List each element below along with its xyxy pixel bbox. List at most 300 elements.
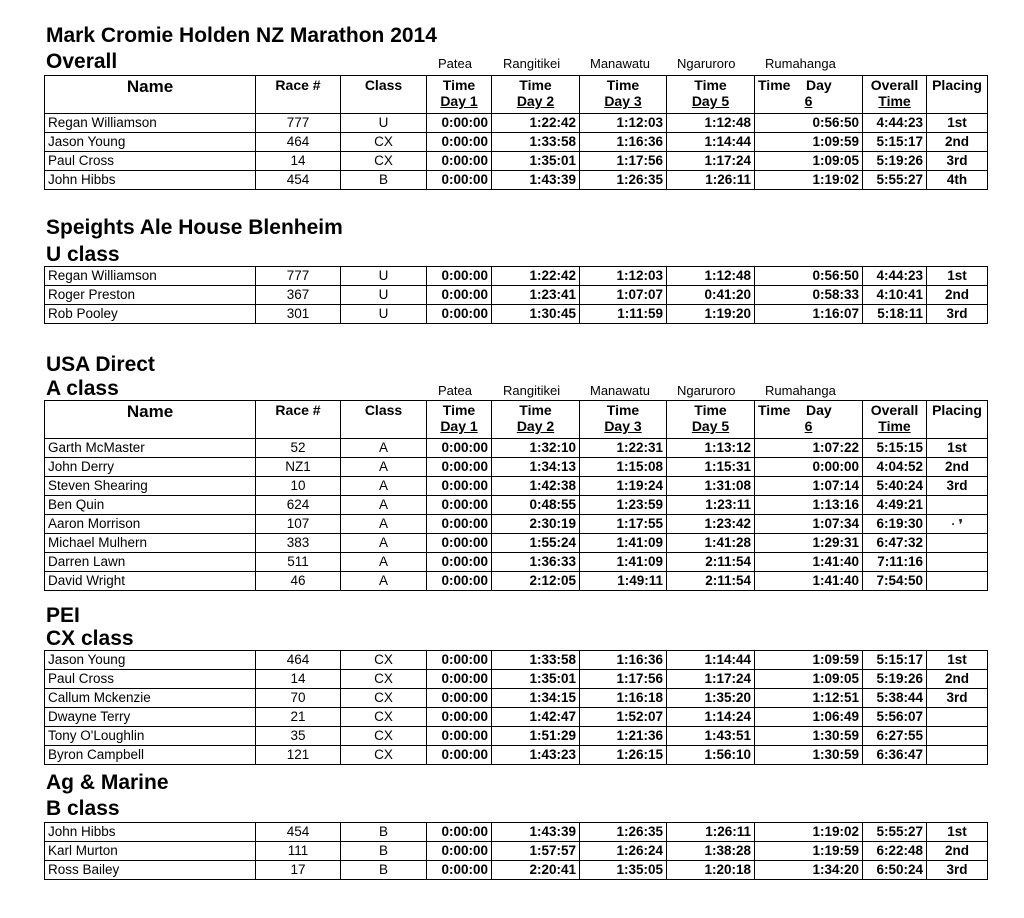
stage-name: Manawatu — [590, 383, 650, 398]
header-cell — [341, 401, 427, 439]
overall-time: 5:15:17 — [863, 133, 927, 152]
class-cell: U — [341, 114, 427, 133]
time-day2: 2:12:05 — [492, 572, 580, 591]
header-cell — [427, 76, 492, 114]
class-cell: A — [341, 553, 427, 572]
placing: 2nd — [927, 842, 988, 861]
class-heading: U class — [46, 243, 120, 266]
header-label: 6 — [804, 418, 813, 434]
race-number: 777 — [256, 114, 341, 133]
header-cell — [863, 76, 927, 114]
sponsor-heading: Speights Ale House Blenheim — [46, 216, 343, 239]
placing: 3rd — [927, 305, 988, 324]
time-day5: 1:17:24 — [667, 152, 755, 171]
placing — [927, 534, 988, 553]
time-day2: 1:43:39 — [492, 171, 580, 190]
race-number: 14 — [256, 152, 341, 171]
time-day1: 0:00:00 — [427, 171, 492, 190]
header-label: Day 5 — [691, 93, 730, 109]
time-day5: 1:43:51 — [667, 727, 755, 746]
racer-name: Ben Quin — [45, 496, 256, 515]
class-heading: CX class — [46, 627, 134, 650]
racer-name: Roger Preston — [45, 286, 256, 305]
class-cell: CX — [341, 651, 427, 670]
time-day6: 1:07:34 — [755, 515, 863, 534]
table-row — [45, 286, 988, 305]
table-row — [45, 133, 988, 152]
header-label: Class — [364, 77, 403, 93]
time-day5: 1:12:48 — [667, 267, 755, 286]
overall-time: 6:50:24 — [863, 861, 927, 880]
placing — [927, 572, 988, 591]
class-cell: B — [341, 171, 427, 190]
race-number: 121 — [256, 746, 341, 765]
header-cell — [256, 76, 341, 114]
results-table — [44, 75, 988, 190]
stage-name: Rumahanga — [765, 56, 836, 71]
placing: 3rd — [927, 477, 988, 496]
time-day3: 1:19:24 — [580, 477, 667, 496]
time-day2: 1:35:01 — [492, 670, 580, 689]
header-label: Time — [606, 77, 640, 93]
overall-time: 4:04:52 — [863, 458, 927, 477]
time-day5: 1:17:24 — [667, 670, 755, 689]
time-day1: 0:00:00 — [427, 534, 492, 553]
time-day1: 0:00:00 — [427, 515, 492, 534]
overall-time: 4:44:23 — [863, 267, 927, 286]
overall-time: 6:19:30 — [863, 515, 927, 534]
racer-name: Karl Murton — [45, 842, 256, 861]
time-day1: 0:00:00 — [427, 152, 492, 171]
time-day3: 1:26:35 — [580, 823, 667, 842]
placing: 1st — [927, 823, 988, 842]
placing: 2nd — [927, 670, 988, 689]
header-label: Overall — [870, 77, 919, 93]
time-day2: 1:33:58 — [492, 133, 580, 152]
header-label: Time — [606, 402, 640, 418]
time-day1: 0:00:00 — [427, 670, 492, 689]
racer-name: John Hibbs — [45, 171, 256, 190]
time-day3: 1:21:36 — [580, 727, 667, 746]
racer-name: Michael Mulhern — [45, 534, 256, 553]
time-day1: 0:00:00 — [427, 133, 492, 152]
time-day6: 1:41:40 — [755, 553, 863, 572]
placing: 1st — [927, 651, 988, 670]
overall-time: 6:47:32 — [863, 534, 927, 553]
placing: 3rd — [927, 861, 988, 880]
class-cell: CX — [341, 133, 427, 152]
table-row — [45, 534, 988, 553]
race-number: 464 — [256, 651, 341, 670]
racer-name: Tony O'Loughlin — [45, 727, 256, 746]
time-day2: 1:42:38 — [492, 477, 580, 496]
race-number: 35 — [256, 727, 341, 746]
race-number: 454 — [256, 823, 341, 842]
placing — [927, 553, 988, 572]
time-day1: 0:00:00 — [427, 477, 492, 496]
time-day6: 1:30:59 — [755, 746, 863, 765]
header-cell — [427, 401, 492, 439]
header-label: Time Day — [758, 402, 832, 418]
time-day6: 1:19:59 — [755, 842, 863, 861]
time-day6: 1:09:59 — [755, 651, 863, 670]
header-cell — [492, 401, 580, 439]
class-cell: B — [341, 861, 427, 880]
time-day2: 1:32:10 — [492, 439, 580, 458]
class-cell: A — [341, 515, 427, 534]
time-day2: 2:20:41 — [492, 861, 580, 880]
time-day6: 0:56:50 — [755, 267, 863, 286]
overall-time: 6:27:55 — [863, 727, 927, 746]
time-day6: 1:06:49 — [755, 708, 863, 727]
overall-time: 5:38:44 — [863, 689, 927, 708]
class-heading: A class — [46, 377, 119, 400]
time-day3: 1:26:24 — [580, 842, 667, 861]
racer-name: John Hibbs — [45, 823, 256, 842]
header-label: Day 2 — [516, 418, 555, 434]
time-day6: 1:19:02 — [755, 171, 863, 190]
time-day6: 0:58:33 — [755, 286, 863, 305]
time-day3: 1:12:03 — [580, 114, 667, 133]
time-day2: 1:34:15 — [492, 689, 580, 708]
header-label: Time — [442, 402, 476, 418]
racer-name: Aaron Morrison — [45, 515, 256, 534]
class-cell: A — [341, 458, 427, 477]
table-row — [45, 689, 988, 708]
time-day5: 1:19:20 — [667, 305, 755, 324]
race-number: 301 — [256, 305, 341, 324]
race-number: 777 — [256, 267, 341, 286]
page-title: Mark Cromie Holden NZ Marathon 2014 — [46, 24, 437, 47]
overall-time: 6:36:47 — [863, 746, 927, 765]
header-label: Placing — [932, 402, 982, 418]
time-day3: 1:26:15 — [580, 746, 667, 765]
sponsor-heading: Ag & Marine — [46, 771, 169, 794]
time-day2: 1:33:58 — [492, 651, 580, 670]
race-number: 10 — [256, 477, 341, 496]
time-day5: 1:26:11 — [667, 823, 755, 842]
time-day3: 1:12:03 — [580, 267, 667, 286]
time-day5: 2:11:54 — [667, 553, 755, 572]
header-cell — [45, 76, 256, 114]
time-day1: 0:00:00 — [427, 727, 492, 746]
time-day2: 1:34:13 — [492, 458, 580, 477]
time-day1: 0:00:00 — [427, 305, 492, 324]
time-day6: 0:00:00 — [755, 458, 863, 477]
time-day3: 1:41:09 — [580, 553, 667, 572]
class-heading: Overall — [46, 50, 118, 73]
time-day5: 1:35:20 — [667, 689, 755, 708]
time-day1: 0:00:00 — [427, 708, 492, 727]
header-label: Time Day — [758, 77, 832, 93]
header-label: Day 2 — [516, 93, 555, 109]
class-cell: A — [341, 572, 427, 591]
overall-time: 4:44:23 — [863, 114, 927, 133]
class-cell: CX — [341, 746, 427, 765]
table-row — [45, 651, 988, 670]
time-day3: 1:16:36 — [580, 133, 667, 152]
results-table — [44, 650, 988, 765]
race-number: 624 — [256, 496, 341, 515]
table-row — [45, 670, 988, 689]
placing: 2nd — [927, 133, 988, 152]
time-day5: 0:41:20 — [667, 286, 755, 305]
time-day3: 1:17:56 — [580, 152, 667, 171]
overall-time: 5:56:07 — [863, 708, 927, 727]
table-row — [45, 171, 988, 190]
time-day6: 1:09:59 — [755, 133, 863, 152]
time-day3: 1:22:31 — [580, 439, 667, 458]
time-day5: 1:23:42 — [667, 515, 755, 534]
time-day5: 1:12:48 — [667, 114, 755, 133]
racer-name: Paul Cross — [45, 152, 256, 171]
time-day1: 0:00:00 — [427, 842, 492, 861]
race-number: 52 — [256, 439, 341, 458]
time-day1: 0:00:00 — [427, 553, 492, 572]
class-cell: CX — [341, 689, 427, 708]
header-label: Name — [126, 402, 174, 421]
racer-name: Steven Shearing — [45, 477, 256, 496]
header-label: Name — [126, 77, 174, 96]
time-day6: 1:34:20 — [755, 861, 863, 880]
header-label: Day 3 — [604, 418, 642, 434]
results-table — [44, 266, 988, 324]
race-number: 464 — [256, 133, 341, 152]
race-number: 111 — [256, 842, 341, 861]
time-day3: 1:35:05 — [580, 861, 667, 880]
time-day2: 1:22:42 — [492, 267, 580, 286]
time-day1: 0:00:00 — [427, 746, 492, 765]
overall-time: 5:18:11 — [863, 305, 927, 324]
placing: 1st — [927, 267, 988, 286]
time-day5: 1:41:28 — [667, 534, 755, 553]
table-row — [45, 823, 988, 842]
time-day6: 1:07:14 — [755, 477, 863, 496]
racer-name: Rob Pooley — [45, 305, 256, 324]
header-cell — [580, 76, 667, 114]
placing — [927, 727, 988, 746]
header-label: Race # — [275, 402, 321, 418]
header-cell — [927, 76, 988, 114]
class-cell: U — [341, 305, 427, 324]
time-day5: 1:15:31 — [667, 458, 755, 477]
time-day2: 1:57:57 — [492, 842, 580, 861]
results-table — [44, 400, 988, 591]
time-day1: 0:00:00 — [427, 439, 492, 458]
table-row — [45, 267, 988, 286]
time-day1: 0:00:00 — [427, 267, 492, 286]
placing: 3rd — [927, 152, 988, 171]
time-day1: 0:00:00 — [427, 861, 492, 880]
time-day6: 1:41:40 — [755, 572, 863, 591]
time-day3: 1:41:09 — [580, 534, 667, 553]
race-number: 107 — [256, 515, 341, 534]
time-day1: 0:00:00 — [427, 114, 492, 133]
racer-name: Jason Young — [45, 133, 256, 152]
overall-time: 5:15:17 — [863, 651, 927, 670]
time-day2: 1:35:01 — [492, 152, 580, 171]
overall-time: 5:15:15 — [863, 439, 927, 458]
time-day3: 1:49:11 — [580, 572, 667, 591]
overall-time: 4:49:21 — [863, 496, 927, 515]
time-day6: 1:29:31 — [755, 534, 863, 553]
time-day6: 1:30:59 — [755, 727, 863, 746]
time-day5: 2:11:54 — [667, 572, 755, 591]
placing: 1st — [927, 114, 988, 133]
overall-time: 5:55:27 — [863, 171, 927, 190]
header-cell — [256, 401, 341, 439]
stage-name: Rangitikei — [503, 56, 561, 71]
header-label: Race # — [275, 77, 321, 93]
time-day5: 1:14:44 — [667, 651, 755, 670]
time-day6: 1:16:07 — [755, 305, 863, 324]
time-day5: 1:14:24 — [667, 708, 755, 727]
time-day3: 1:16:18 — [580, 689, 667, 708]
table-row — [45, 746, 988, 765]
time-day6: 1:19:02 — [755, 823, 863, 842]
time-day2: 1:55:24 — [492, 534, 580, 553]
overall-time: 7:54:50 — [863, 572, 927, 591]
table-row — [45, 572, 988, 591]
placing: 4th — [927, 171, 988, 190]
stage-name: Ngaruroro — [677, 383, 736, 398]
time-day3: 1:15:08 — [580, 458, 667, 477]
time-day1: 0:00:00 — [427, 823, 492, 842]
racer-name: Dwayne Terry — [45, 708, 256, 727]
time-day5: 1:31:08 — [667, 477, 755, 496]
racer-name: John Derry — [45, 458, 256, 477]
time-day5: 1:23:11 — [667, 496, 755, 515]
race-number: 454 — [256, 171, 341, 190]
racer-name: Byron Campbell — [45, 746, 256, 765]
stage-name: Rumahanga — [765, 383, 836, 398]
time-day1: 0:00:00 — [427, 496, 492, 515]
stage-name: Patea — [438, 56, 472, 71]
table-row — [45, 708, 988, 727]
table-row — [45, 861, 988, 880]
table-row — [45, 114, 988, 133]
header-cell — [755, 401, 863, 439]
race-number: 367 — [256, 286, 341, 305]
header-cell — [341, 76, 427, 114]
class-cell: A — [341, 439, 427, 458]
overall-time: 5:40:24 — [863, 477, 927, 496]
overall-time: 4:10:41 — [863, 286, 927, 305]
time-day2: 1:36:33 — [492, 553, 580, 572]
time-day6: 0:56:50 — [755, 114, 863, 133]
time-day1: 0:00:00 — [427, 689, 492, 708]
stage-name: Ngaruroro — [677, 56, 736, 71]
table-row — [45, 439, 988, 458]
header-label: Placing — [932, 77, 982, 93]
time-day6: 1:12:51 — [755, 689, 863, 708]
header-label: Time — [519, 77, 552, 93]
race-number: 21 — [256, 708, 341, 727]
table-row — [45, 305, 988, 324]
sponsor-heading: PEI — [46, 604, 80, 627]
time-day6: 1:13:16 — [755, 496, 863, 515]
sponsor-heading: USA Direct — [46, 353, 155, 376]
time-day3: 1:07:07 — [580, 286, 667, 305]
race-number: 511 — [256, 553, 341, 572]
header-label: Day 1 — [440, 93, 478, 109]
table-row — [45, 496, 988, 515]
time-day6: 1:09:05 — [755, 152, 863, 171]
racer-name: Regan Williamson — [45, 267, 256, 286]
class-cell: U — [341, 267, 427, 286]
racer-name: Callum Mckenzie — [45, 689, 256, 708]
time-day2: 1:51:29 — [492, 727, 580, 746]
header-label: Day 1 — [440, 418, 478, 434]
racer-name: Garth McMaster — [45, 439, 256, 458]
table-row — [45, 477, 988, 496]
header-label: Class — [364, 402, 403, 418]
race-number: 14 — [256, 670, 341, 689]
class-heading: B class — [46, 797, 120, 820]
header-label: Time — [878, 418, 911, 434]
race-number: 383 — [256, 534, 341, 553]
racer-name: Regan Williamson — [45, 114, 256, 133]
table-header-row — [45, 401, 988, 439]
time-day3: 1:11:59 — [580, 305, 667, 324]
class-cell: B — [341, 842, 427, 861]
race-number: NZ1 — [256, 458, 341, 477]
table-row — [45, 727, 988, 746]
header-label: 6 — [804, 93, 813, 109]
time-day3: 1:17:55 — [580, 515, 667, 534]
class-cell: A — [341, 477, 427, 496]
stage-name: Manawatu — [590, 56, 650, 71]
time-day3: 1:23:59 — [580, 496, 667, 515]
header-cell — [492, 76, 580, 114]
racer-name: David Wright — [45, 572, 256, 591]
time-day3: 1:16:36 — [580, 651, 667, 670]
time-day2: 1:30:45 — [492, 305, 580, 324]
placing: 3rd — [927, 689, 988, 708]
time-day2: 1:43:23 — [492, 746, 580, 765]
overall-time: 5:19:26 — [863, 670, 927, 689]
time-day6: 1:09:05 — [755, 670, 863, 689]
header-label: Day 3 — [604, 93, 642, 109]
placing: 1st — [927, 439, 988, 458]
time-day2: 1:23:41 — [492, 286, 580, 305]
time-day6: 1:07:22 — [755, 439, 863, 458]
placing: 2nd — [927, 458, 988, 477]
class-cell: CX — [341, 708, 427, 727]
overall-time: 5:55:27 — [863, 823, 927, 842]
placing — [927, 746, 988, 765]
placing — [927, 496, 988, 515]
race-number: 17 — [256, 861, 341, 880]
time-day5: 1:56:10 — [667, 746, 755, 765]
time-day5: 1:38:28 — [667, 842, 755, 861]
placing — [927, 708, 988, 727]
racer-name: Jason Young — [45, 651, 256, 670]
class-cell: CX — [341, 727, 427, 746]
stage-name: Patea — [438, 383, 472, 398]
time-day3: 1:52:07 — [580, 708, 667, 727]
header-label: Time — [442, 77, 476, 93]
class-cell: U — [341, 286, 427, 305]
header-cell — [45, 401, 256, 439]
header-cell — [863, 401, 927, 439]
time-day2: 0:48:55 — [492, 496, 580, 515]
class-cell: CX — [341, 670, 427, 689]
time-day1: 0:00:00 — [427, 651, 492, 670]
racer-name: Darren Lawn — [45, 553, 256, 572]
table-row — [45, 515, 988, 534]
table-row — [45, 842, 988, 861]
